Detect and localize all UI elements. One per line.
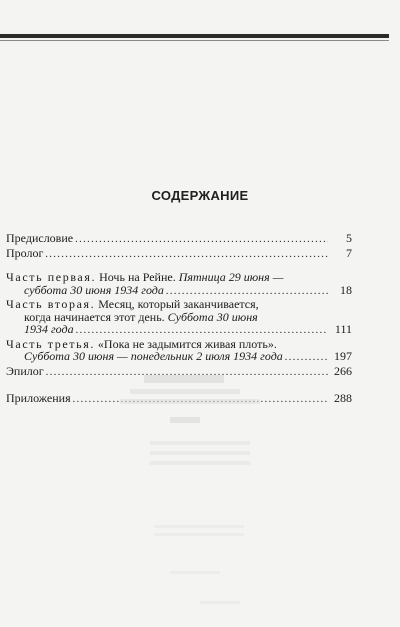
dot-leader — [75, 232, 328, 247]
toc-page-number: 18 — [340, 282, 352, 297]
toc-page-number: 5 — [346, 231, 352, 245]
toc-entry-part-two — [6, 298, 352, 338]
part-title: Ночь на Рейне. — [99, 270, 176, 284]
toc-label: Эпилог — [6, 363, 44, 378]
header-rule — [0, 34, 389, 38]
toc-entry-part-one — [6, 271, 352, 298]
part-date-continued: суббота 30 июня 1934 года — [24, 282, 164, 297]
toc-label: Пролог — [6, 245, 44, 260]
part-date-continued: Суббота 30 июня — понедельник 2 июля 1934 года — [24, 349, 283, 363]
toc-page-number: 111 — [334, 322, 352, 336]
toc-label: Приложения — [6, 391, 71, 405]
toc-entry-preface — [6, 232, 352, 247]
page-title: СОДЕРЖАНИЕ — [151, 188, 249, 203]
toc-entry-part-three — [6, 338, 352, 365]
dot-leader — [285, 350, 328, 365]
part-date: Пятница 29 июня — — [178, 270, 284, 284]
show-through-bleed — [110, 375, 270, 615]
toc-label: Предисловие — [6, 231, 74, 245]
toc-entry-prologue — [6, 247, 352, 262]
part-label: Часть третья. — [6, 336, 95, 351]
dot-leader — [166, 284, 328, 299]
part-title: «Пока не задымится живая плоть». — [97, 336, 277, 351]
header-rule-thin — [0, 40, 389, 41]
dot-leader — [76, 323, 328, 338]
part-title-continued: когда начинается этот день. — [24, 309, 165, 324]
part-label: Часть вторая. — [6, 297, 96, 311]
toc-page-number: 197 — [334, 349, 352, 363]
part-date: Суббота 30 июня — [167, 309, 258, 324]
part-title: Месяц, который заканчивается, — [98, 297, 259, 311]
toc-page-number: 7 — [346, 245, 352, 260]
part-label: Часть первая. — [6, 270, 97, 284]
part-date-continued: 1934 года — [24, 322, 74, 336]
dot-leader — [45, 247, 328, 262]
toc-page-number: 288 — [334, 391, 352, 405]
toc-page-number: 266 — [334, 363, 352, 378]
